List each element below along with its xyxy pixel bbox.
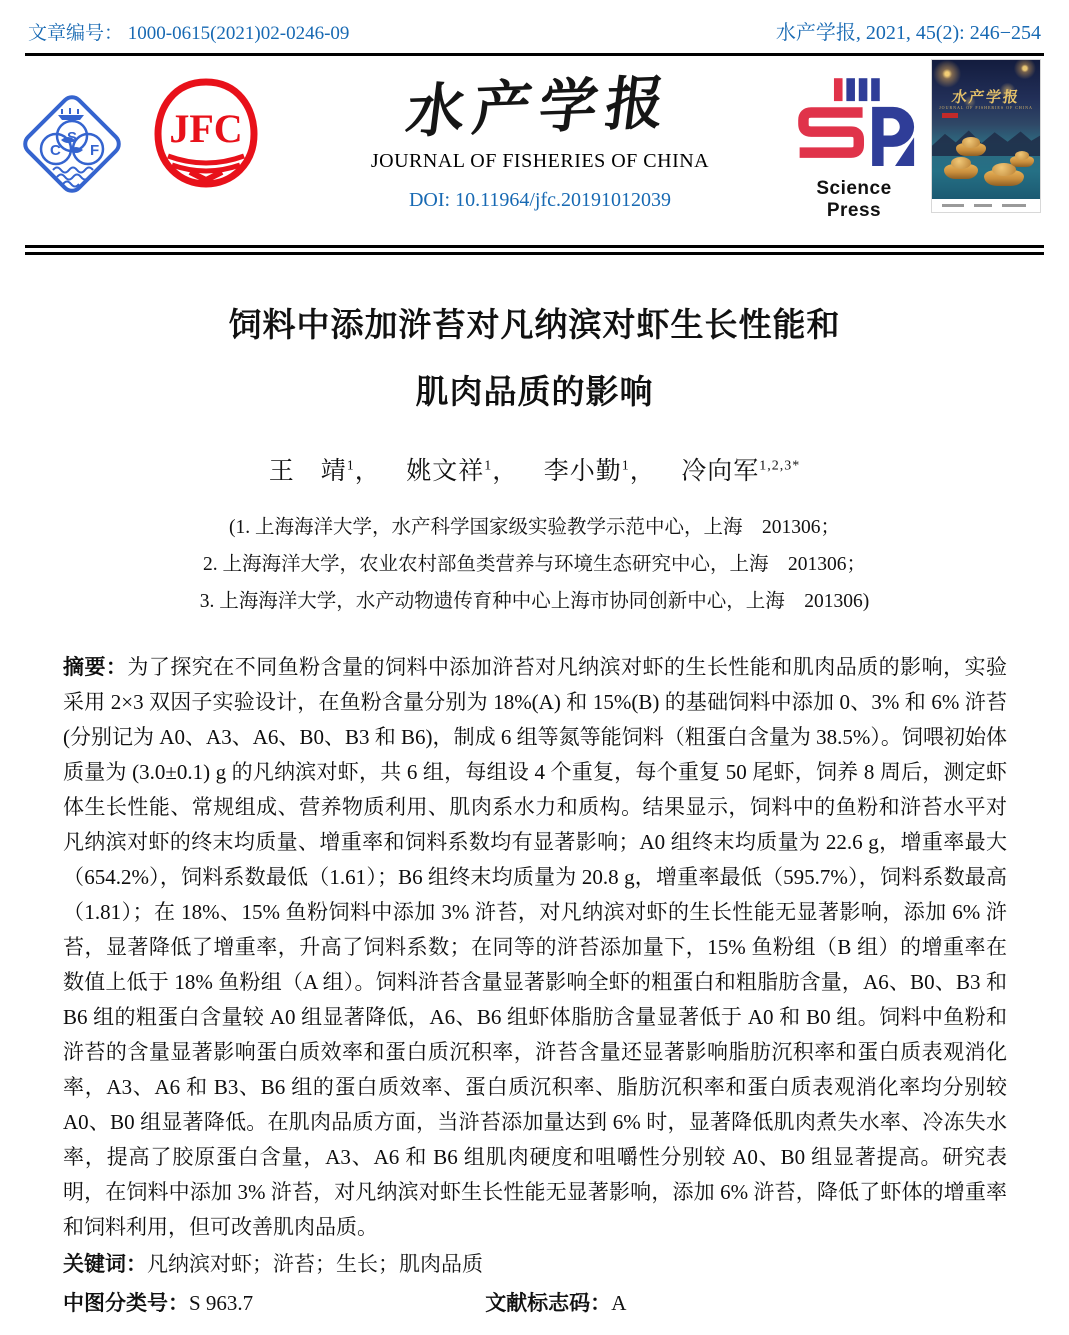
article-title-line1: 饲料中添加浒苔对凡纳滨对虾生长性能和	[228, 306, 841, 343]
keywords-row	[63, 1246, 1007, 1283]
abstract-paragraph	[63, 650, 1007, 1245]
masthead-divider-bottom	[25, 252, 1044, 255]
science-press-block	[790, 78, 918, 222]
cover-footer	[932, 199, 1040, 212]
author-affiliation-sup: 1	[346, 458, 355, 474]
affiliation-line: (1. 上海海洋大学，水产科学国家级实验教学示范中心，上海 201306；	[229, 517, 840, 538]
cover-boat	[984, 170, 1024, 186]
cover-boat	[1010, 156, 1034, 167]
article-title-line2: 肌肉品质的影响	[415, 373, 654, 410]
journal-cover-thumbnail	[932, 60, 1040, 212]
cover-title-text: 水产学报	[950, 90, 1021, 106]
cover-boat	[944, 164, 978, 179]
author: 王 靖$^1$，	[268, 458, 395, 485]
svg-text:JFC: JFC	[169, 106, 243, 151]
author-affiliation-sup: 1	[484, 458, 493, 474]
journal-citation: 水产学报, 2021, 45(2): 246−254	[775, 22, 1041, 44]
keywords-text: 凡纳滨对虾；浒苔；生长；肌肉品质	[147, 1252, 483, 1276]
doc-code-item	[485, 1285, 626, 1322]
clc-value: S 963.7	[189, 1291, 254, 1315]
article-number-label: 文章编号：	[28, 23, 124, 44]
author-affiliation-sup: 1,2,3*	[759, 458, 801, 474]
page-header	[0, 0, 1069, 51]
journal-title-english: JOURNAL OF FISHERIES OF CHINA	[370, 150, 710, 172]
author: 姚文祥$^1$，	[406, 458, 532, 485]
classification-row	[63, 1285, 1007, 1322]
clc-item	[63, 1285, 253, 1322]
doi-text: DOI: 10.11964/jfc.20191012039	[408, 189, 671, 211]
doc-code-label: 文献标志码：	[485, 1292, 612, 1315]
csf-society-logo-icon	[12, 84, 132, 204]
masthead	[0, 56, 1069, 231]
svg-text:F: F	[90, 142, 100, 159]
journal-title-block	[330, 56, 750, 212]
science-press-logo-icon	[792, 78, 916, 170]
clc-label: 中图分类号：	[63, 1292, 189, 1315]
cover-badge	[942, 113, 958, 118]
cover-artwork	[932, 60, 1040, 199]
jfc-journal-logo-icon	[150, 76, 262, 198]
keywords-label: 关键词：	[63, 1253, 147, 1276]
cover-subtitle-text: JOURNAL OF FISHERIES OF CHINA	[939, 105, 1033, 110]
article-number-value: 1000-0615(2021)02-0246-09	[127, 23, 350, 44]
svg-text:S: S	[67, 129, 78, 146]
author: 李小勤$^1$，	[543, 458, 670, 485]
masthead-divider-top	[25, 245, 1044, 248]
affiliation-line: 3. 上海海洋大学，水产动物遗传育种中心上海市协同创新中心，上海 201306)	[199, 591, 870, 612]
affiliation-list	[0, 509, 1069, 620]
abstract-text: 为了探究在不同鱼粉含量的饲料中添加浒苔对凡纳滨对虾的生长性能和肌肉品质的影响，实验采用 2×3 双因子实验设计，在鱼粉含量分别为 18%(A) 和 15%(B) 的基础饲料中添加 0、3% 和 6% 浒苔(分别记为 A0、A3、A6、B0、B3 和 B6)，制成 6 组等氮等能饲料（粗蛋白含量为 38.5%）。饲喂初始体质量为 (3.0±0.1) g 的凡纳滨对虾，共 6 组，每组设 4 个重复，每个重复 50 尾虾，饲养 8 周后，测定虾体生长性能、常规组成、营养物质利用、肌肉系水力和质构。结果显示，饲料中的鱼粉和浒苔水平对凡纳滨对虾的终末均质量、增重率和饲料系数均有显著影响；A0 组终末均质量为 22.6 g，增重率最大（654.2%），饲料系数最低（1.61）；B6 组终末均质量为 20.8 g，增重率最低（595.7%），饲料系数最高（1.81）；在 18%、15% 鱼粉饲料中添加 3% 浒苔，对凡纳滨对虾的生长性能无显著影响，添加 6% 浒苔，显著降低了增重率，升高了饲料系数；在同等的浒苔添加量下，15% 鱼粉组（B 组）的增重率在数值上低于 18% 鱼粉组（A 组）。饲料浒苔含量显著影响全虾的粗蛋白和粗脂肪含量，A6、B0、B3 和 B6 组的粗蛋白含量较 A0 组显著降低，A6、B6 组虾体脂肪含量显著低于 A0 和 B0 组。饲料中鱼粉和浒苔的含量显著影响蛋白质效率和蛋白质沉积率，浒苔含量还显著影响脂肪沉积率和蛋白质表观消化率，A3、A6 和 B3、B6 组的蛋白质效率、蛋白质沉积率、脂肪沉积率和蛋白质表观消化率均分别较 A0、B0 组显著降低。在肌肉品质方面，当浒苔添加量达到 6% 时，显著降低肌肉煮失水率、冷冻失水率，提高了胶原蛋白含量，A3、A6 和 B6 组肌肉硬度和咀嚼性分别较 A0、B0 组显著提高。研究表明，在饲料中添加 3% 浒苔，对凡纳滨对虾生长性能无显著影响，添加 6% 浒苔，降低了虾体的增重率和饲料利用，但可改善肌肉品质。	[63, 655, 1008, 1239]
science-press-label: Science Press	[816, 178, 892, 221]
svg-text:C: C	[50, 142, 61, 159]
article-number	[28, 18, 349, 45]
doc-code-value: A	[611, 1291, 627, 1315]
author-list	[0, 451, 1069, 487]
author-affiliation-sup: 1	[621, 458, 630, 474]
abstract-label: 摘要：	[63, 656, 128, 679]
affiliation-line: 2. 上海海洋大学，农业农村部鱼类营养与环境生态研究中心，上海 201306；	[202, 554, 866, 575]
cover-boat	[956, 143, 986, 156]
author: 冷向军$^{1,2,3*}$	[681, 458, 801, 485]
journal-title-calligraphy: 水产学报	[402, 68, 677, 146]
